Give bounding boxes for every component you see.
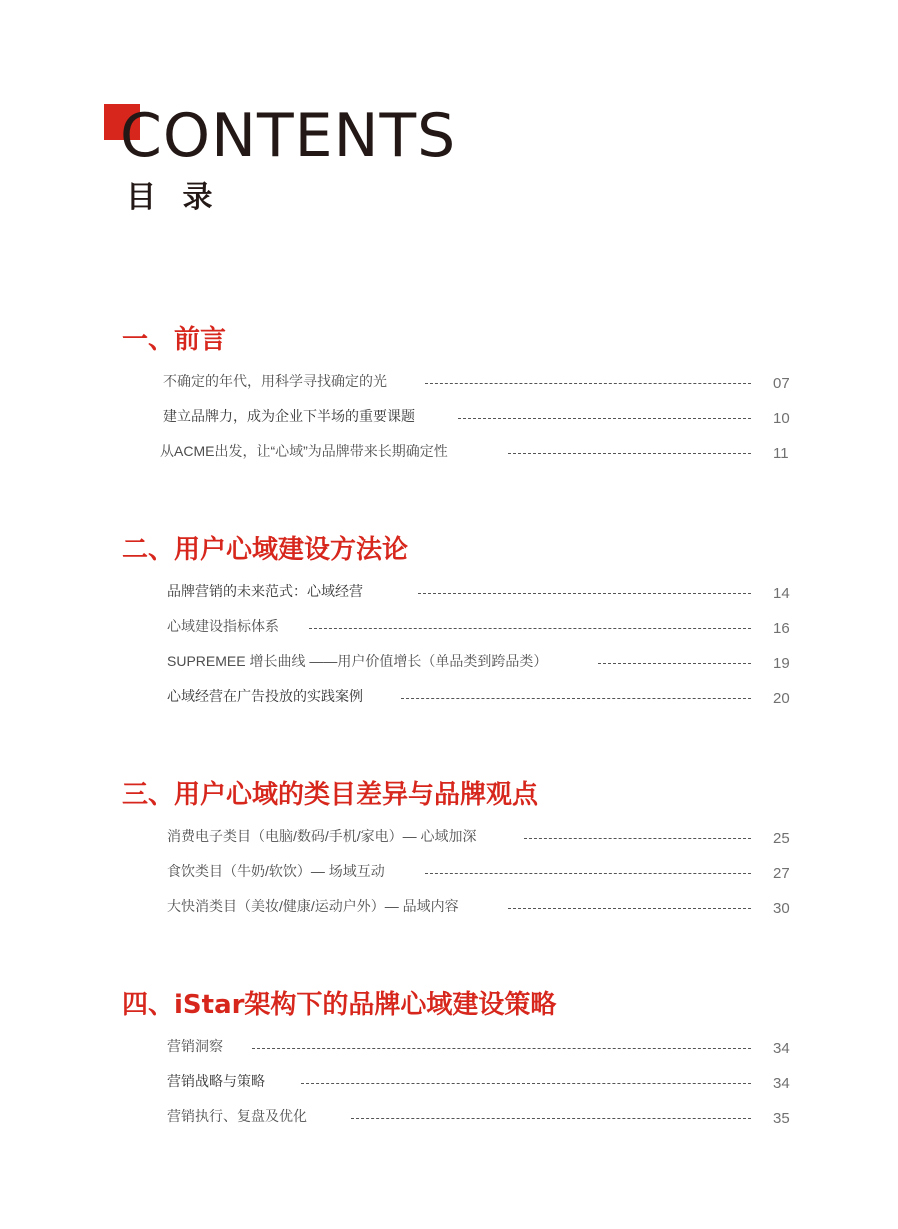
leader-dots	[508, 453, 751, 454]
leader-dots	[425, 873, 751, 874]
contents-title: CONTENTS	[120, 101, 457, 171]
toc-entry-label: 食饮类目（牛奶/软饮）— 场域互动	[167, 863, 385, 879]
section-title: 三、用户心域的类目差异与品牌观点	[122, 780, 539, 810]
toc-entry-page: 35	[773, 1110, 790, 1127]
toc-entry-label: 营销战略与策略	[167, 1073, 265, 1089]
toc-entry-page: 27	[773, 865, 790, 882]
toc-entry-label: 建立品牌力，成为企业下半场的重要课题	[163, 408, 415, 424]
leader-dots	[309, 628, 751, 629]
toc-entry-page: 16	[773, 620, 790, 637]
leader-dots	[598, 663, 751, 664]
leader-dots	[458, 418, 751, 419]
toc-entry[interactable]	[0, 442, 898, 466]
leader-dots	[351, 1118, 751, 1119]
section-title: 四、iStar架构下的品牌心域建设策略	[122, 990, 557, 1020]
toc-entry-page: 10	[773, 410, 790, 427]
toc-entry-page: 19	[773, 655, 790, 672]
toc-entry-label: 心域经营在广告投放的实践案例	[167, 688, 363, 704]
toc-entry-label: 营销执行、复盘及优化	[167, 1108, 307, 1124]
toc-entry[interactable]	[0, 1107, 898, 1131]
toc-entry-page: 34	[773, 1040, 790, 1057]
leader-dots	[401, 698, 751, 699]
toc-entry-page: 11	[773, 445, 789, 462]
contents-subtitle: 目 录	[126, 180, 221, 215]
toc-entry-label: 消费电子类目（电脑/数码/手机/家电）— 心域加深	[167, 828, 477, 844]
toc-entry-label: 品牌营销的未来范式：心域经营	[167, 583, 363, 599]
toc-entry[interactable]	[0, 407, 898, 431]
section-title: 一、前言	[122, 325, 227, 355]
toc-entry[interactable]	[0, 652, 898, 676]
toc-entry-label: 营销洞察	[167, 1038, 223, 1054]
toc-entry-page: 25	[773, 830, 790, 847]
leader-dots	[524, 838, 751, 839]
leader-dots	[418, 593, 751, 594]
toc-entry[interactable]	[0, 827, 898, 851]
toc-entry[interactable]	[0, 1072, 898, 1096]
leader-dots	[425, 383, 751, 384]
toc-entry[interactable]	[0, 617, 898, 641]
toc-entry-page: 07	[773, 375, 790, 392]
toc-entry-page: 34	[773, 1075, 790, 1092]
leader-dots	[252, 1048, 751, 1049]
toc-entry[interactable]	[0, 687, 898, 711]
toc-entry-label: SUPREMEE 增长曲线 ——用户价值增长（单品类到跨品类）	[167, 653, 548, 669]
toc-entry[interactable]	[0, 1037, 898, 1061]
section-title: 二、用户心域建设方法论	[122, 535, 409, 565]
toc-entry[interactable]	[0, 862, 898, 886]
toc-entry[interactable]	[0, 372, 898, 396]
toc-entry-label: 从ACME出发，让“心域”为品牌带来长期确定性	[160, 443, 448, 459]
toc-entry-page: 30	[773, 900, 790, 917]
leader-dots	[508, 908, 751, 909]
toc-entry-page: 20	[773, 690, 790, 707]
toc-entry[interactable]	[0, 897, 898, 921]
leader-dots	[301, 1083, 751, 1084]
toc-entry[interactable]	[0, 582, 898, 606]
toc-entry-label: 大快消类目（美妆/健康/运动户外）— 品域内容	[167, 898, 459, 914]
toc-entry-label: 心域建设指标体系	[167, 618, 279, 634]
toc-entry-page: 14	[773, 585, 790, 602]
toc-entry-label: 不确定的年代，用科学寻找确定的光	[163, 373, 387, 389]
